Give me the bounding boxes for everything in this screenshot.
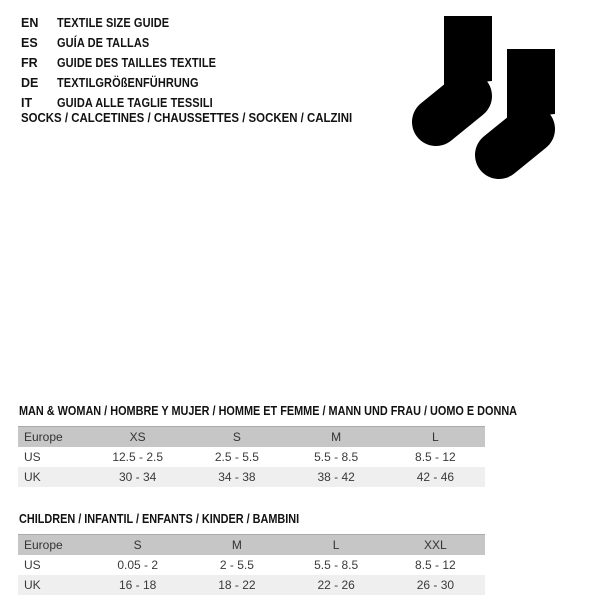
language-code: IT: [21, 96, 33, 110]
size-cell: 12.5 - 2.5: [112, 450, 164, 464]
table-title-row: [18, 510, 485, 534]
size-table-adult: [18, 426, 485, 487]
size-cell: 2 - 5.5: [219, 558, 254, 572]
table-title-adult: MAN & WOMAN / HOMBRE Y MUJER / HOMME ET FEMME / MANN UND FRAU / UOMO E DONNA: [19, 404, 518, 418]
table-header-cell: M: [287, 427, 386, 448]
category-line: SOCKS / CALCETINES / CHAUSSETTES / SOCKEN / CALZINI: [21, 110, 353, 125]
language-row: [21, 53, 238, 73]
language-row: [21, 33, 238, 53]
size-cell: 22 - 26: [287, 575, 386, 595]
table-header-cell: XXL: [386, 535, 485, 556]
table-header-row: [18, 535, 485, 556]
language-label: TEXTILGRÖßENFÜHRUNG: [57, 76, 199, 90]
table-header-cell: M: [187, 535, 286, 556]
language-code: FR: [21, 56, 38, 70]
size-cell: 38 - 42: [287, 467, 386, 487]
size-table-section-adult: [18, 402, 518, 487]
size-cell: 8.5 - 12: [415, 558, 456, 572]
size-cell: 42 - 46: [386, 467, 485, 487]
table-header-cell: Europe: [18, 427, 88, 448]
size-table-section-children: [18, 510, 485, 595]
table-header-cell: S: [187, 427, 286, 448]
size-cell: 0.05 - 2: [117, 558, 159, 572]
language-label: TEXTILE SIZE GUIDE: [57, 16, 170, 30]
table-header-cell: S: [88, 535, 187, 556]
region-cell: US: [24, 558, 41, 572]
region-cell: US: [24, 450, 41, 464]
size-cell: 26 - 30: [386, 575, 485, 595]
language-code: EN: [21, 16, 39, 30]
language-label: GUIDA ALLE TAGLIE TESSILI: [57, 96, 213, 110]
table-header-row: [18, 427, 485, 448]
table-row: [18, 555, 485, 575]
size-cell: 34 - 38: [187, 467, 286, 487]
table-title-children: CHILDREN / INFANTIL / ENFANTS / KINDER / BAMBINI: [19, 512, 300, 526]
size-cell: 8.5 - 12: [415, 450, 456, 464]
region-cell: UK: [18, 467, 88, 487]
language-code: DE: [21, 76, 39, 90]
size-table-children: [18, 534, 485, 595]
size-cell: 5.5 - 8.5: [314, 558, 359, 572]
table-row: [18, 447, 485, 467]
sock-front: [499, 45, 576, 156]
table-row: [18, 467, 485, 487]
size-cell: 16 - 18: [88, 575, 187, 595]
language-row: [21, 13, 238, 33]
size-cell: 30 - 34: [88, 467, 187, 487]
table-title-row: [18, 402, 518, 426]
language-row: [21, 73, 238, 93]
language-code: ES: [21, 36, 38, 50]
socks-icon: [400, 0, 600, 200]
size-cell: 5.5 - 8.5: [314, 450, 359, 464]
language-label: GUÍA DE TALLAS: [57, 36, 150, 50]
table-header-cell: Europe: [18, 535, 88, 556]
size-cell: 18 - 22: [187, 575, 286, 595]
table-header-cell: XS: [88, 427, 187, 448]
table-header-cell: L: [386, 427, 485, 448]
language-label: GUIDE DES TAILLES TEXTILE: [57, 56, 217, 70]
region-cell: UK: [18, 575, 88, 595]
table-header-cell: L: [287, 535, 386, 556]
language-list: [21, 13, 238, 113]
table-row: [18, 575, 485, 595]
size-cell: 2.5 - 5.5: [214, 450, 259, 464]
